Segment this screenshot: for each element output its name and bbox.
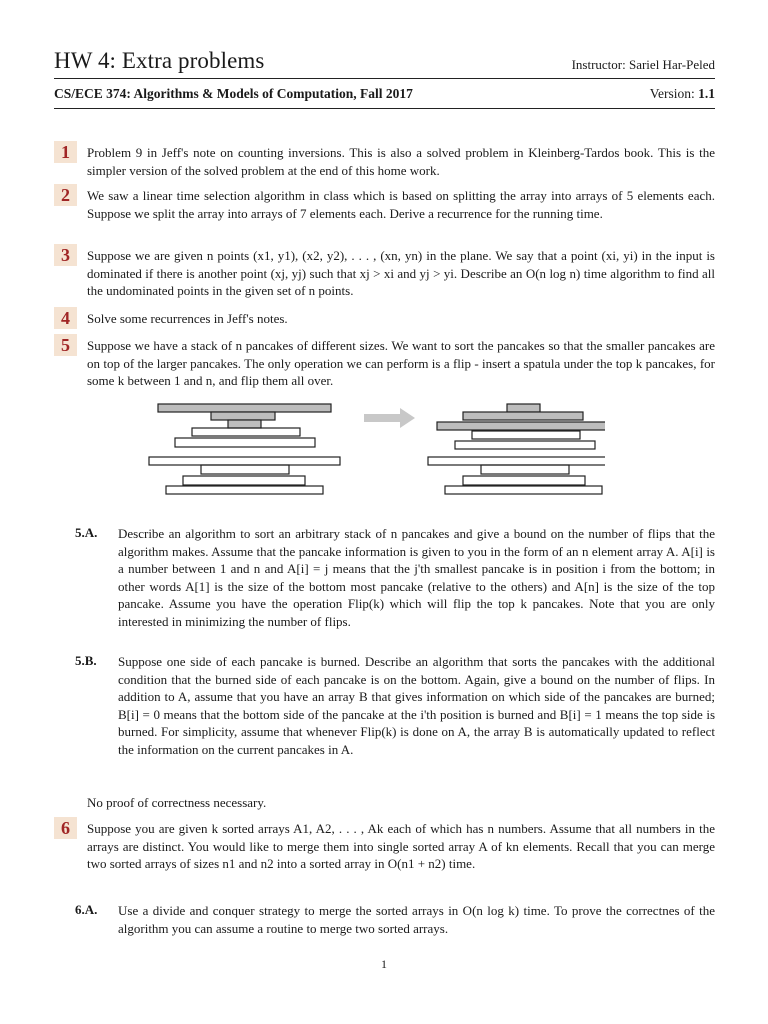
pancake-before-6 (149, 457, 340, 465)
page-number: 1 (381, 957, 387, 971)
subproblem-label-6a: 6.A. (75, 902, 98, 917)
pancake-before-4 (192, 428, 300, 436)
pancake-stack-after (428, 404, 605, 494)
pancake-after-flipped-3 (437, 422, 605, 430)
subproblem-text-5a: Describe an algorithm to sort an arbitrary stack of n pancakes and give a bound on the number of flips that the algorithm makes. Assume that the pancake information is given to you in the form of an n element array A. A[i] is a number between 1 and n and A[i] = j means that the j'th smallest pancake is in position i from the bottom; in other words A[1] is the size of the bottom most pancake (relative to the others) and A[n] is the size of the top pancake. Assume you have the operation Flip(k) which will flip the top k pancakes. Note that you are only interested in minimizing the number of flips. (118, 526, 715, 629)
subproblem-text-6a: Use a divide and conquer strategy to merge the sorted arrays in O(n log k) time. To prove the correctnes of the algorithm you can assume a routine to merge two sorted arrays. (118, 903, 715, 936)
pancake-flip-figure (145, 398, 605, 498)
flip-arrow (364, 408, 415, 428)
instructor-name: Instructor: Sariel Har-Peled (571, 57, 715, 72)
page-title: HW 4: Extra problems (54, 48, 265, 73)
pancake-after-5 (455, 441, 595, 449)
pancake-before-flipped-2 (211, 412, 275, 420)
problem-number-3: 3 (54, 244, 77, 266)
pancake-after-flipped-1 (507, 404, 540, 412)
version-info (650, 86, 715, 102)
header-rule-bottom (54, 108, 715, 109)
subproblem-text-5b: Suppose one side of each pancake is burned. Describe an algorithm that sorts the pancakes with the additional condition that the burned side of each pancake is on the bottom. Again, give a bound on the number of flips. In addition to A, assume that you have an array B that gives information on which side of the pancakes are burned; B[i] = 0 means that the bottom side of the pancake at the i'th position is burned and B[i] = 1 means the top side is burned. For simplicity, assume that whenever Flip(k) is done on A, the array B is automatically updated to reflect the information on the current pancakes in A. (118, 654, 715, 757)
subproblem-label-5a: 5.A. (75, 525, 98, 540)
pancake-before-flipped-1 (158, 404, 331, 412)
pancake-before-7 (201, 465, 289, 474)
pancake-after-8 (463, 476, 585, 485)
problem-text-1: Problem 9 in Jeff's note on counting inversions. This is also a solved problem in Kleinberg-Tardos book. This is the simpler version of the solved problem at the end of this home work. (87, 145, 715, 178)
pancake-after-7 (481, 465, 569, 474)
problem-number-4: 4 (54, 307, 77, 329)
problem-number-5: 5 (54, 334, 77, 356)
pancake-before-5 (175, 438, 315, 447)
problem-number-1: 1 (54, 141, 77, 163)
problem-text-2: We saw a linear time selection algorithm in class which is based on splitting the array into arrays of 5 elements each. Suppose we split the array into arrays of 7 elements each. Derive a recurrence for the running time. (87, 188, 715, 221)
pancake-after-4 (472, 431, 580, 439)
problem-number-6: 6 (54, 817, 77, 839)
pancake-after-9 (445, 486, 602, 494)
problem-number-2: 2 (54, 184, 77, 206)
course-title: CS/ECE 374: Algorithms & Models of Computation, Fall 2017 (54, 86, 413, 101)
pancake-after-flipped-2 (463, 412, 583, 420)
header-rule-top (54, 78, 715, 79)
pancake-before-8 (183, 476, 305, 485)
problem-text-3: Suppose we are given n points (x1, y1), (x2, y2), . . . , (xn, yn) in the plane. We say that a point (xi, yi) in the input is dominated if there is another point (xj, yj) such that xj > xi and yj > yi. Describe an O(n log n) time algorithm to find all the undominated points in the given set of n points. (87, 248, 715, 298)
version-value: 1.1 (698, 86, 715, 101)
note-no-proof: No proof of correctness necessary. (87, 795, 267, 810)
problem-text-6: Suppose you are given k sorted arrays A1, A2, . . . , Ak each of which has n numbers. Assume that all numbers in the arrays are distinct. You would like to merge them into single sorted array A of kn elements. Recall that you can merge two sorted arrays of sizes n1 and n2 into a sorted array in O(n1 + n2) time. (87, 821, 715, 871)
subproblem-label-5b: 5.B. (75, 653, 97, 668)
version-label: Version: (649, 86, 695, 101)
pancake-after-6 (428, 457, 605, 465)
pancake-before-9 (166, 486, 323, 494)
pancake-stack-before (149, 404, 340, 494)
problem-text-5: Suppose we have a stack of n pancakes of different sizes. We want to sort the pancakes so that the smaller pancakes are on top of the larger pancakes. The only operation we can perform is a flip - insert a spatula under the top k pancakes, for some k between 1 and n, and flip them all over. (87, 338, 715, 388)
problem-text-4: Solve some recurrences in Jeff's notes. (87, 311, 288, 326)
pancake-before-flipped-3 (228, 420, 261, 428)
